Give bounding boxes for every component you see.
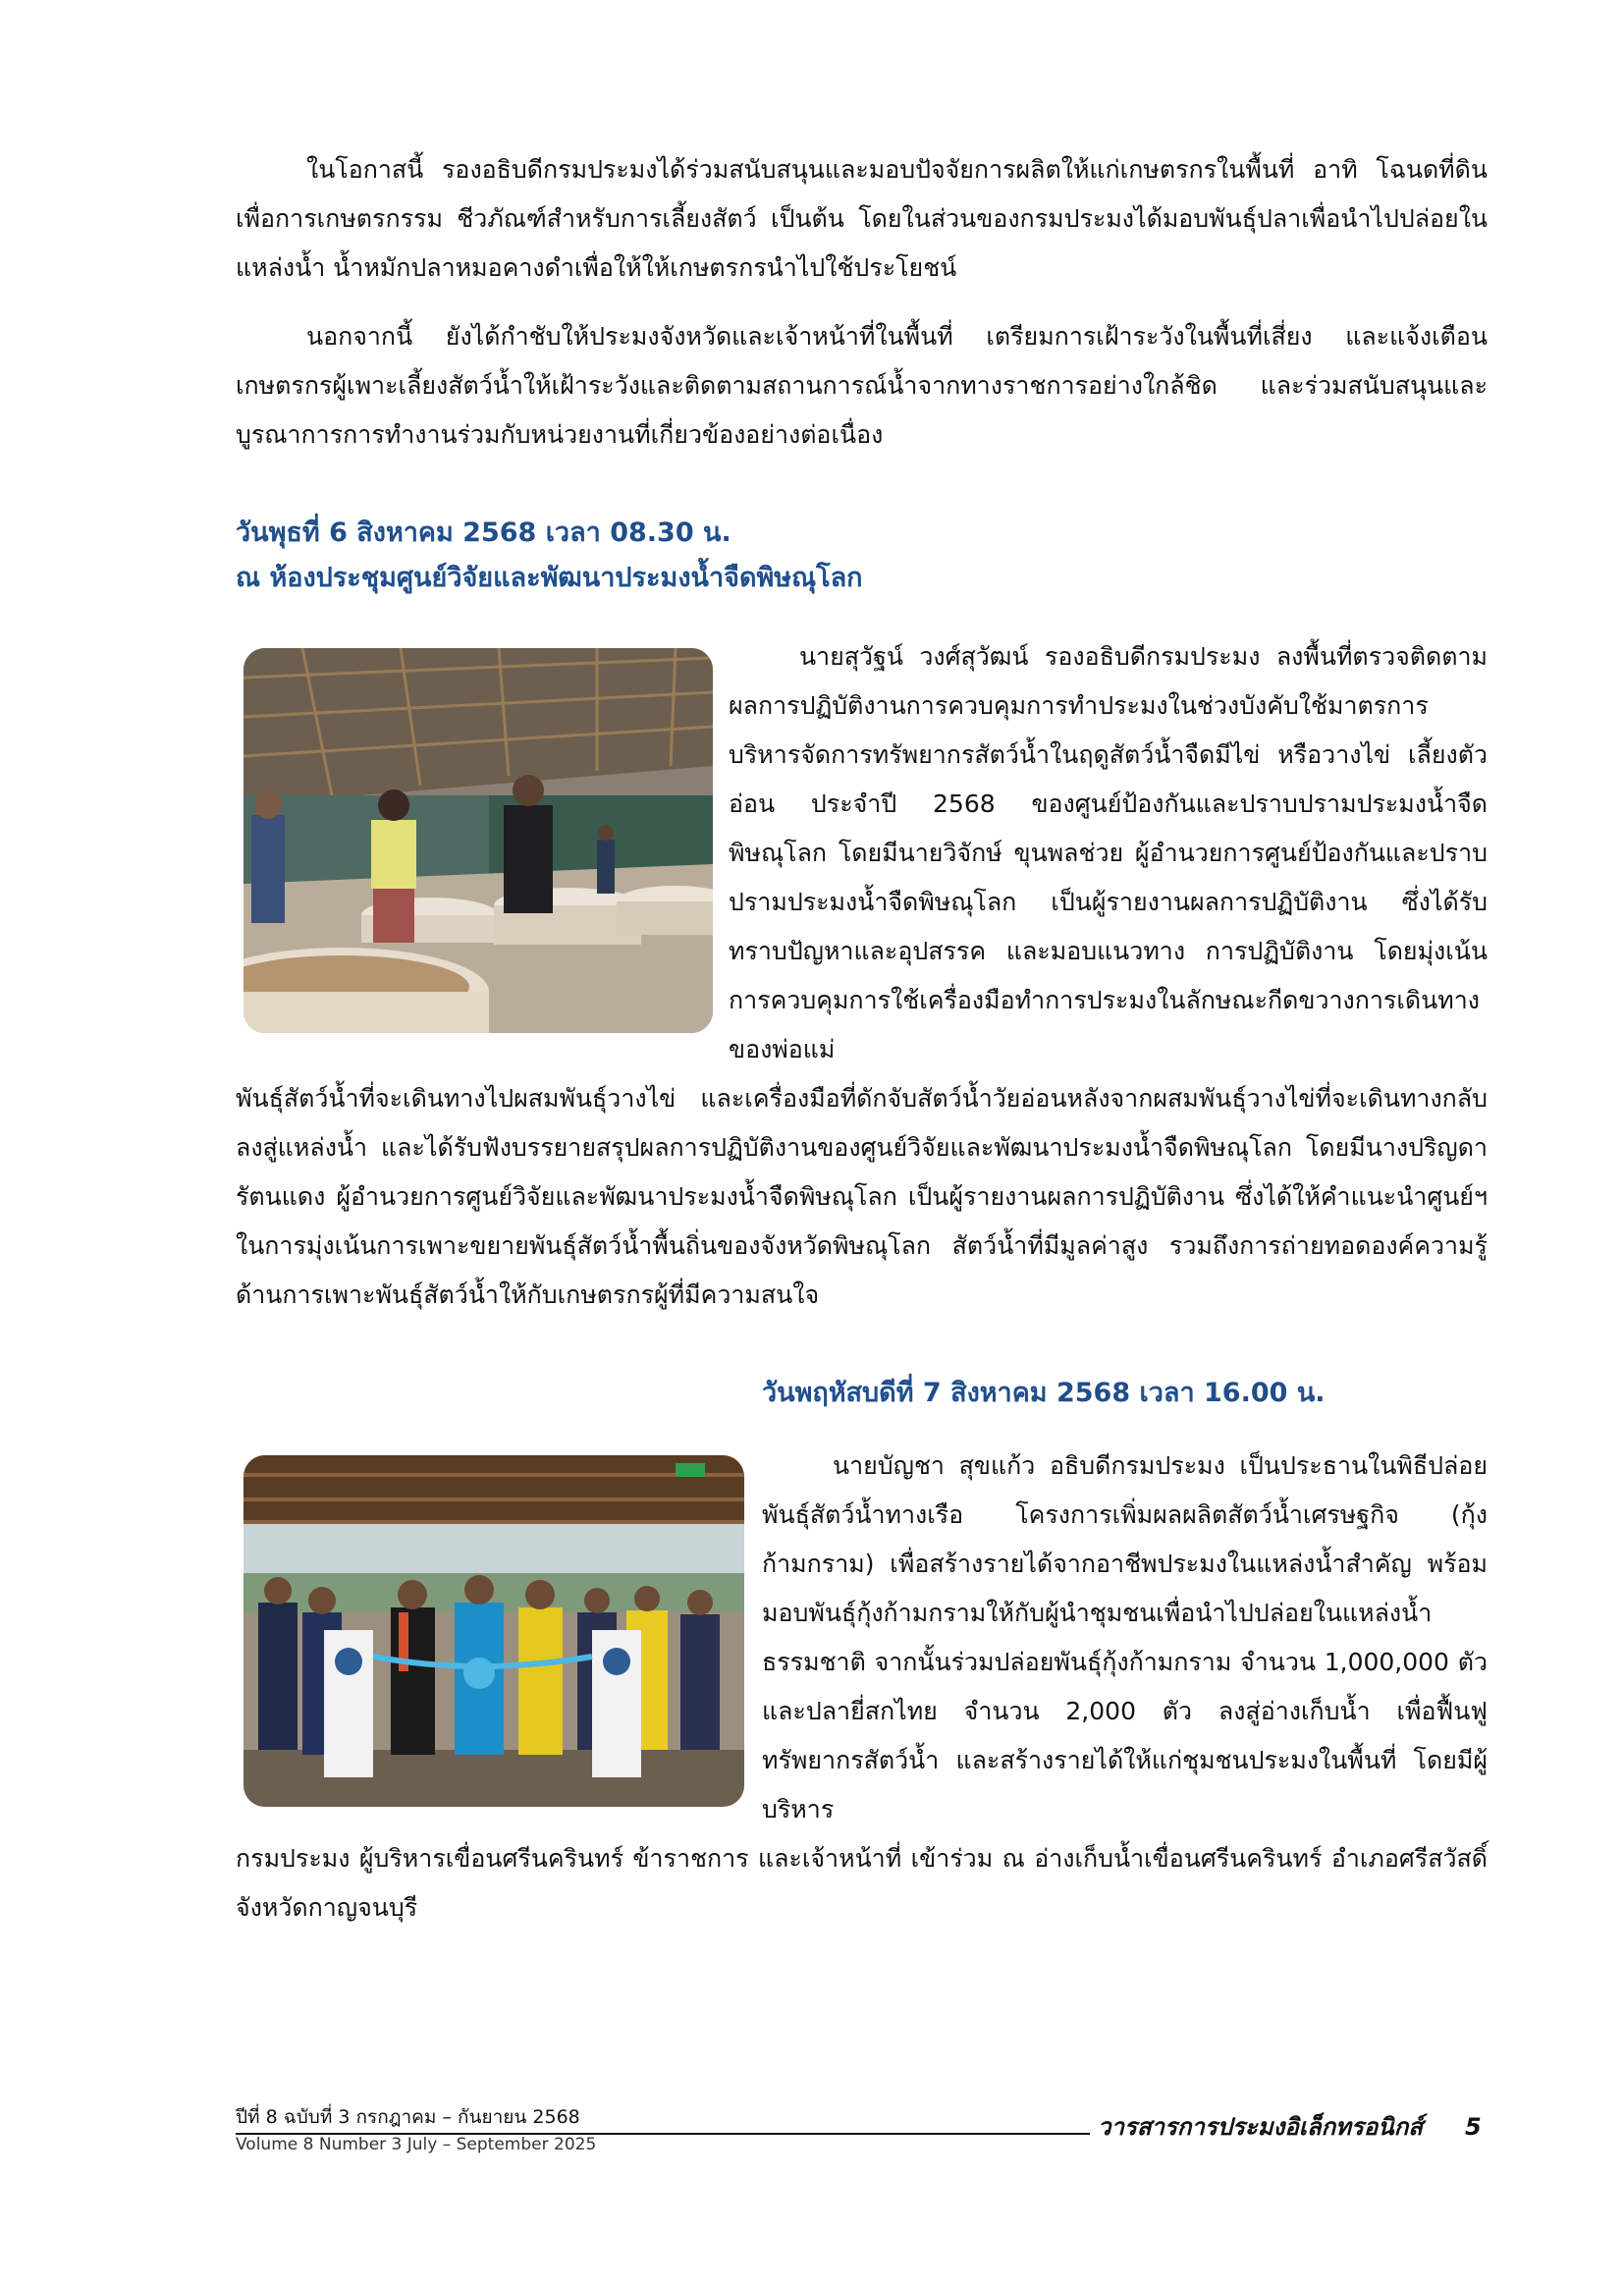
hatchery-visit-illustration	[244, 648, 713, 1033]
intro-paragraph-1: ในโอกาสนี้ รองอธิบดีกรมประมงได้ร่วมสนับสนุนและมอบปัจจัยการผลิตให้แก่เกษตรกรในพื้นที่ อาทิ โฉนดที่ดินเพื่อการเกษตรกรรม ชีวภัณฑ์สำหรับการเลี้ยงสัตว์ เป็นต้น โดยในส่วนของกรมประมงได้มอบพันธุ์ปลาเพื่อนำไปปล่อยในแหล่งน้ำ น้ำหมักปลาหมอคางดำเพื่อให้ให้เกษตรกรนำไปใช้ประโยชน์	[236, 155, 1488, 282]
page-number: 5	[1465, 2113, 1482, 2141]
release-ceremony-illustration	[244, 1455, 744, 1807]
footer-divider	[236, 2133, 1090, 2135]
section1-heading-date: วันพุธที่ 6 สิงหาคม 2568 เวลา 08.30 น.	[236, 517, 731, 548]
section1-side-text: นายสุวัฐน์ วงศ์สุวัฒน์ รองอธิบดีกรมประมง ลงพื้นที่ตรวจติดตามผลการปฏิบัติงานการควบคุมการทำประมงในช่วงบังคับใช้มาตรการบริหารจัดการทรัพยากรสัตว์น้ำในฤดูสัตว์น้ำจืดมีไข่ หรือวางไข่ เลี้ยงตัวอ่อน ประจำปี 2568 ของศูนย์ป้องกันและปราบปรามประมงน้ำจืดพิษณุโลก โดยมีนายวิจักษ์ ขุนพลช่วย ผู้อำนวยการศูนย์ป้องกันและปราบปรามประมงน้ำจืดพิษณุโลก เป็นผู้รายงานผลการปฏิบัติงาน ซึ่งได้รับทราบปัญหาและอุปสรรค และมอบแนวทาง การปฏิบัติงาน โดยมุ่งเน้นการควบคุมการใช้เครื่องมือทำการประมงในลักษณะกีดขวางการเดินทางของพ่อแม่	[729, 642, 1488, 1063]
hatchery-visit-photo	[244, 648, 713, 1033]
footer-issue	[236, 2103, 596, 2158]
section1-heading-place: ณ ห้องประชุมศูนย์วิจัยและพัฒนาประมงน้ำจืดพิษณุโลก	[236, 563, 863, 593]
section2-heading-date: วันพฤหัสบดีที่ 7 สิงหาคม 2568 เวลา 16.00 น.	[762, 1378, 1326, 1408]
intro-paragraph-2: นอกจากนี้ ยังได้กำชับให้ประมงจังหวัดและเจ้าหน้าที่ในพื้นที่ เตรียมการเฝ้าระวังในพื้นที่เสี่ยง และแจ้งเตือนเกษตรกรผู้เพาะเลี้ยงสัตว์น้ำให้เฝ้าระวังและติดตามสถานการณ์น้ำจากทางราชการอย่างใกล้ชิด และร่วมสนับสนุนและบูรณาการการทำงานร่วมกับหน่วยงานที่เกี่ยวข้องอย่างต่อเนื่อง	[236, 322, 1488, 449]
footer-issue-thai: ปีที่ 8 ฉบับที่ 3 กรกฎาคม – กันยายน 2568	[236, 2106, 580, 2128]
footer-journal-title: วารสารการประมงอิเล็กทรอนิกส์	[1098, 2113, 1423, 2141]
section2-full-text: กรมประมง ผู้บริหารเขื่อนศรีนครินทร์ ข้าราชการ และเจ้าหน้าที่ เข้าร่วม ณ อ่างเก็บน้ำเขื่อนศรีนครินทร์ อำเภอศรีสวัสดิ์ จังหวัดกาญจนบุรี	[236, 1844, 1488, 1922]
release-ceremony-photo	[244, 1455, 744, 1807]
section1-full-text: พันธุ์สัตว์น้ำที่จะเดินทางไปผสมพันธุ์วางไข่ และเครื่องมือที่ดักจับสัตว์น้ำวัยอ่อนหลังจากผสมพันธุ์วางไข่ที่จะเดินทางกลับลงสู่แหล่งน้ำ และได้รับฟังบรรยายสรุปผลการปฏิบัติงานของศูนย์วิจัยและพัฒนาประมงน้ำจืดพิษณุโลก โดยมีนางปริญดา รัตนแดง ผู้อำนวยการศูนย์วิจัยและพัฒนาประมงน้ำจืดพิษณุโลก เป็นผู้รายงานผลการปฏิบัติงาน ซึ่งได้ให้คำแนะนำศูนย์ฯ ในการมุ่งเน้นการเพาะขยายพันธุ์สัตว์น้ำพื้นถิ่นของจังหวัดพิษณุโลก สัตว์น้ำที่มีมูลค่าสูง รวมถึงการถ่ายทอดองค์ความรู้ด้านการเพาะพันธุ์สัตว์น้ำให้กับเกษตรกรผู้ที่มีความสนใจ	[236, 1084, 1488, 1309]
footer-issue-english: Volume 8 Number 3 July – September 2025	[236, 2135, 597, 2154]
section2-side-text: นายบัญชา สุขแก้ว อธิบดีกรมประมง เป็นประธานในพิธีปล่อยพันธุ์สัตว์น้ำทางเรือ โครงการเพิ่มผลผลิตสัตว์น้ำเศรษฐกิจ (กุ้งก้ามกราม) เพื่อสร้างรายได้จากอาชีพประมงในแหล่งน้ำสำคัญ พร้อมมอบพันธุ์กุ้งก้ามกรามให้กับผู้นำชุมชนเพื่อนำไปปล่อยในแหล่งน้ำธรรมชาติ จากนั้นร่วมปล่อยพันธุ์กุ้งก้ามกราม จำนวน 1,000,000 ตัว และปลายี่สกไทย จำนวน 2,000 ตัว ลงสู่อ่างเก็บน้ำ เพื่อฟื้นฟูทรัพยากรสัตว์น้ำ และสร้างรายได้ให้แก่ชุมชนประมงในพื้นที่ โดยมีผู้บริหาร	[762, 1451, 1488, 1823]
